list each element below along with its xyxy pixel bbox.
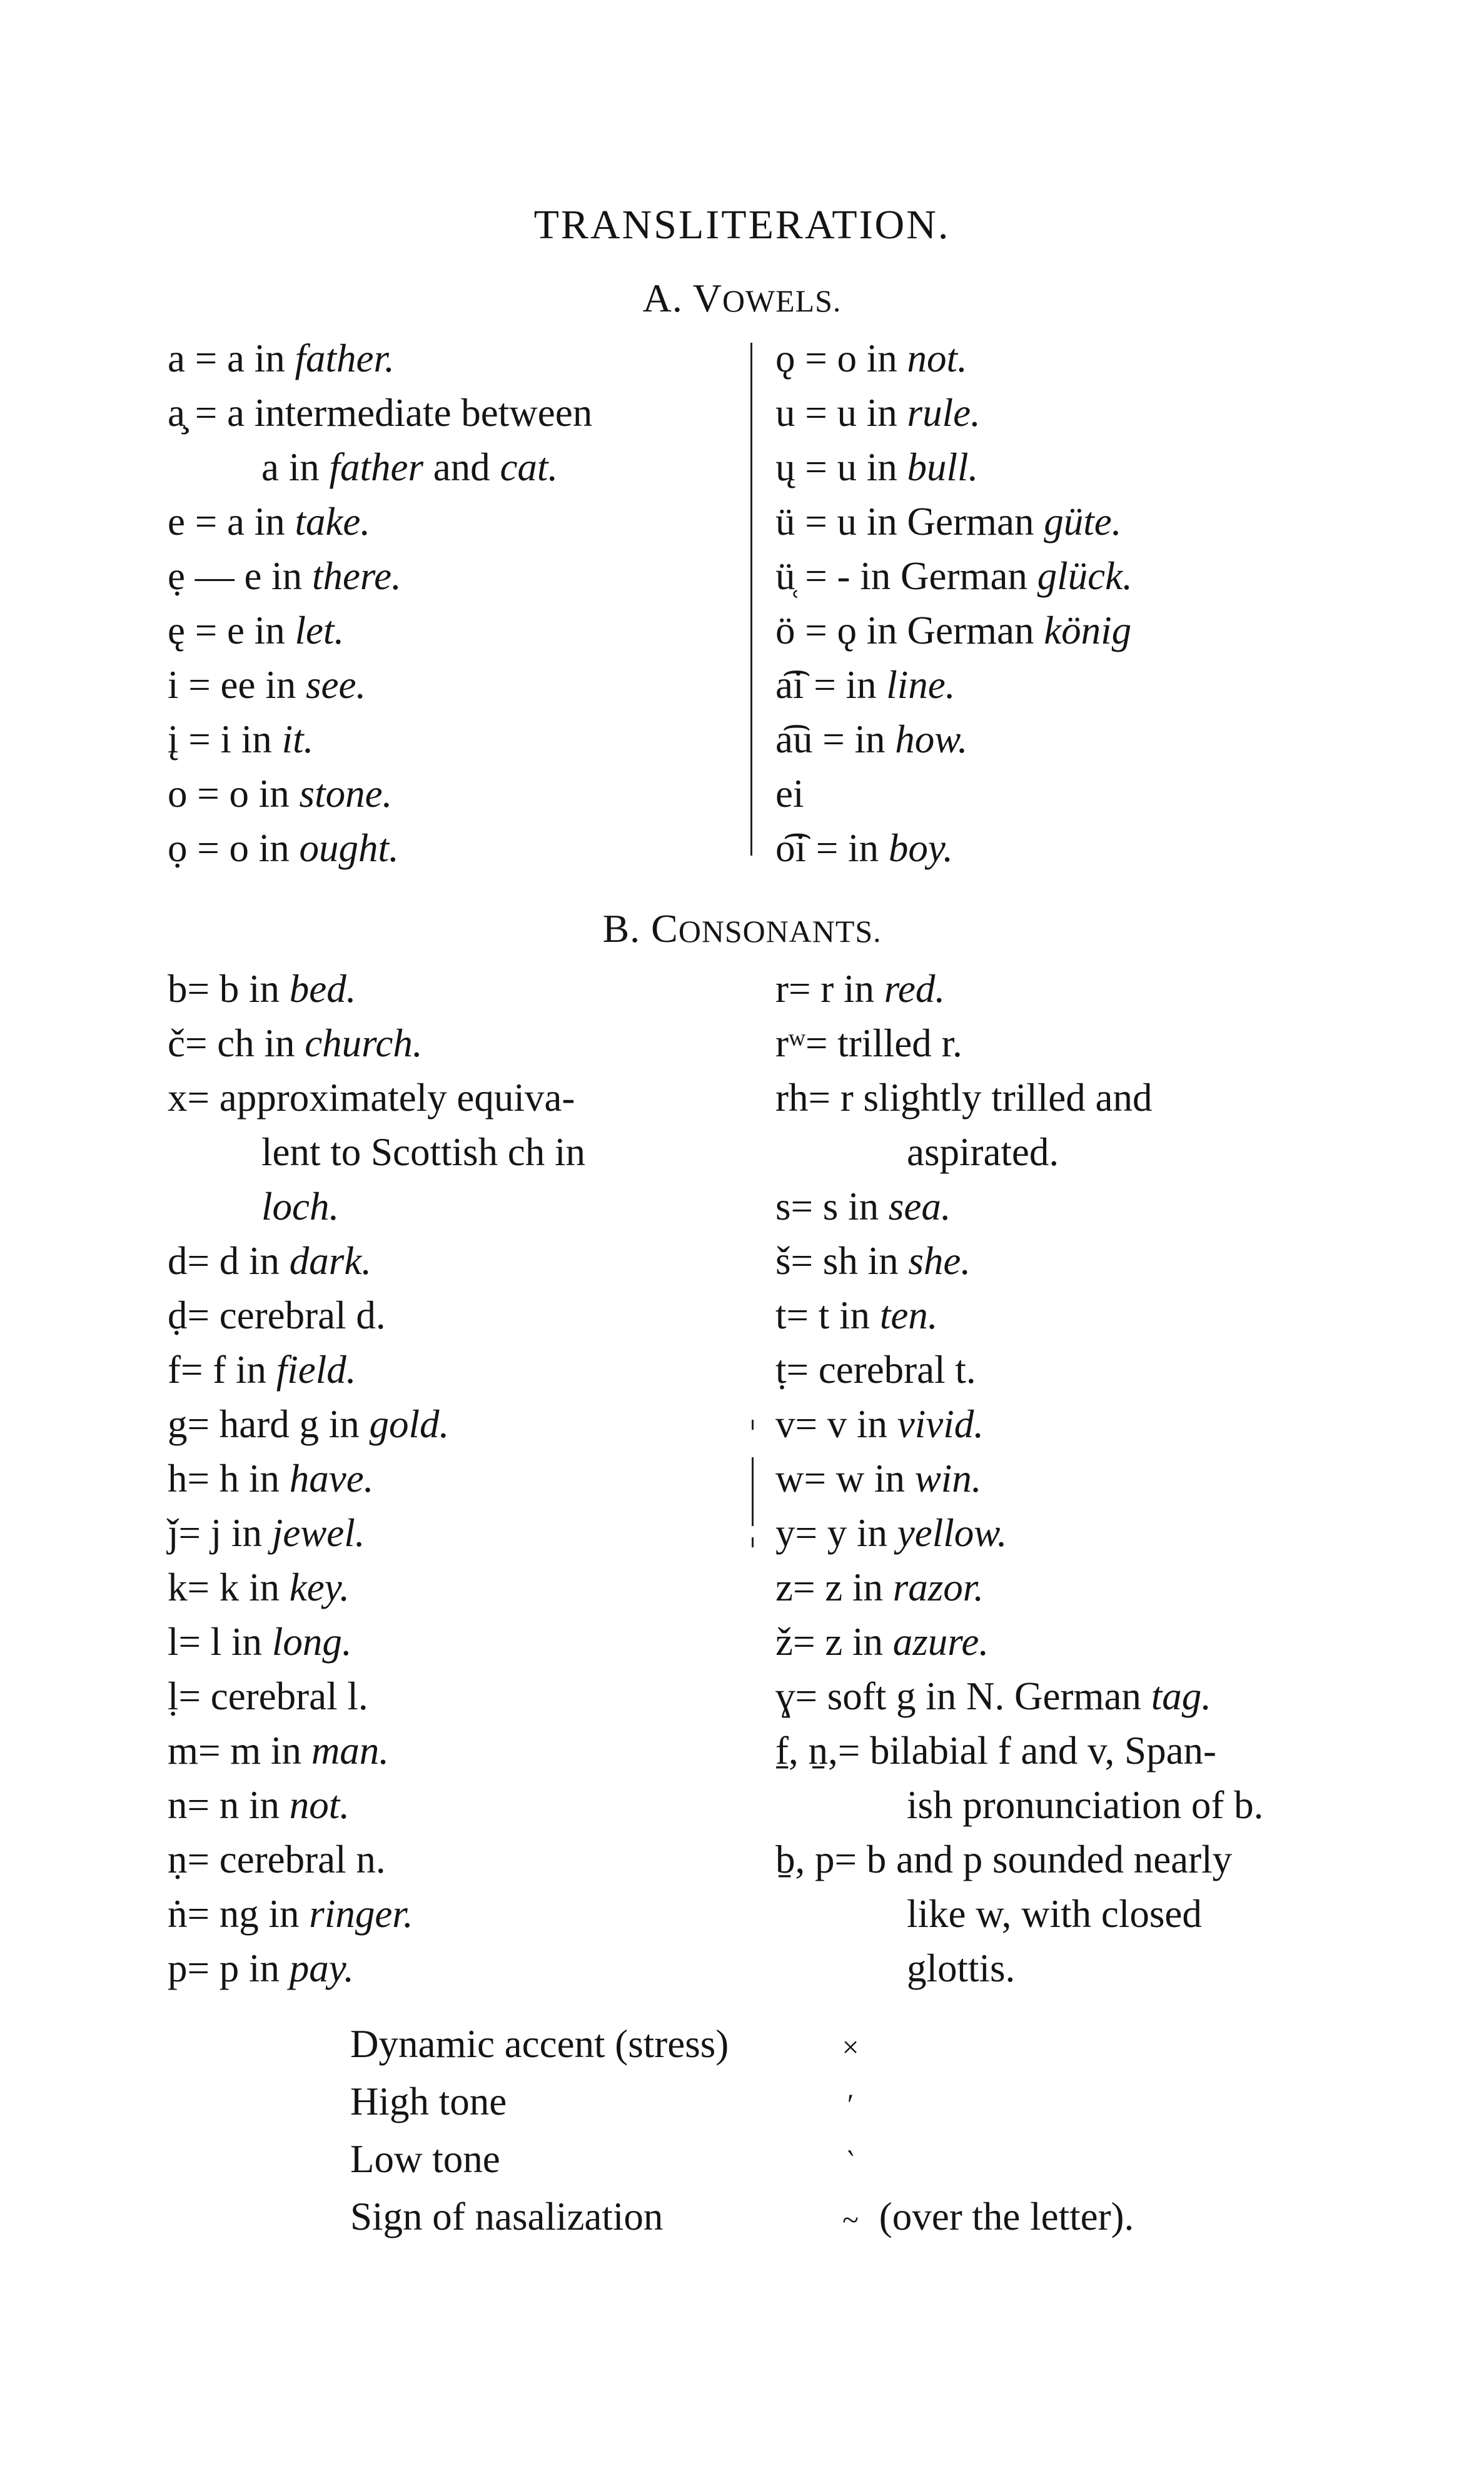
consonant-row-right: [775, 1125, 1338, 1180]
consonant-row-right: [775, 1560, 1338, 1615]
vowel-symbol: o: [168, 772, 188, 816]
consonant-symbol: s: [775, 1185, 791, 1228]
consonant-symbol: p: [168, 1946, 188, 1990]
consonant-row-right: [775, 1833, 1338, 1887]
consonant-description: = p in: [187, 1946, 290, 1990]
consonant-description: = cerebral l.: [178, 1674, 368, 1718]
vowel-symbol: ei: [775, 772, 804, 816]
equals-sign: =: [795, 445, 837, 489]
consonant-row-left: [168, 1016, 730, 1071]
vowel-symbol: ų: [775, 445, 795, 489]
vowel-row-left: [168, 549, 730, 604]
equals-sign: =: [804, 663, 846, 707]
consonant-row-right: [775, 1669, 1338, 1724]
vowel-description: ee in: [220, 663, 306, 707]
consonants-heading: [0, 906, 1484, 952]
consonant-symbol: č: [168, 1021, 185, 1065]
equals-sign: =: [184, 500, 227, 544]
vowel-row-left: [168, 386, 730, 440]
example-word: yellow.: [897, 1511, 1007, 1555]
example-word: boy.: [888, 826, 954, 870]
vowel-description: a in: [227, 500, 295, 544]
consonant-description: lent to Scottish ch in: [261, 1130, 585, 1174]
consonant-symbol: m: [168, 1729, 199, 1772]
consonant-row-right: [775, 1397, 1338, 1452]
consonant-symbol: w: [775, 1457, 804, 1500]
vowel-symbol: į: [168, 717, 179, 761]
vowel-symbol: a͡i: [775, 663, 804, 707]
consonant-symbol: ṭ: [775, 1348, 787, 1392]
consonant-row-right: [775, 1615, 1338, 1669]
consonant-row-left: [168, 1452, 730, 1506]
vowel-row-right: [775, 712, 1338, 767]
example-word: long.: [271, 1620, 352, 1664]
vowels-divider: [750, 343, 752, 856]
consonant-symbol: ḍ: [168, 1293, 188, 1337]
accent-row: [350, 2132, 1134, 2190]
vowel-row-right: [775, 549, 1338, 604]
vowel-row-right: [775, 767, 1338, 821]
example-word: father: [329, 445, 423, 489]
consonant-description: = h in: [187, 1457, 290, 1500]
consonant-description: aspirated.: [907, 1130, 1059, 1174]
consonants-heading-text: B. CONSONANTS.: [602, 906, 882, 951]
consonant-row-left: [168, 1887, 730, 1941]
consonant-symbol: k: [168, 1565, 188, 1609]
example-word: it.: [281, 717, 314, 761]
page-title: TRANSLITERATION.: [533, 202, 951, 248]
vowel-row-right: [775, 440, 1338, 495]
equals-sign: =: [184, 609, 227, 652]
vowel-description: a in: [227, 336, 295, 380]
vowels-right-column: [775, 331, 1338, 876]
vowel-row-left: [168, 604, 730, 658]
consonant-description: = ng in: [187, 1892, 310, 1936]
vowel-description: and: [423, 445, 500, 489]
divider-tick-top: [752, 1420, 754, 1430]
consonant-row-left: [168, 1669, 730, 1724]
consonant-row-right: [775, 1724, 1338, 1778]
consonant-row-left: [168, 1560, 730, 1615]
vowel-row-left: [168, 440, 730, 495]
consonant-description: = s in: [790, 1185, 889, 1228]
example-word: have.: [289, 1457, 374, 1500]
consonant-symbol: y: [775, 1511, 795, 1555]
vowel-symbol: ü̜: [775, 554, 795, 598]
consonant-row-right: [775, 1778, 1338, 1833]
consonant-row-right: [775, 1016, 1338, 1071]
consonant-row-right: [775, 1506, 1338, 1560]
vowel-description: u in: [837, 391, 907, 435]
example-word: tag.: [1151, 1674, 1211, 1718]
example-word: field.: [276, 1348, 356, 1392]
example-word: bed.: [289, 967, 356, 1011]
consonant-row-left: [168, 1234, 730, 1288]
vowel-row-left: [168, 712, 730, 767]
example-word: stone.: [299, 772, 393, 816]
accent-row: [350, 2190, 1134, 2247]
equals-sign: =: [812, 717, 855, 761]
vowel-description: ǫ in German: [837, 609, 1044, 652]
accent-label: Sign of nasalization: [350, 2195, 664, 2238]
vowel-description: u in: [837, 445, 907, 489]
example-word: not.: [289, 1783, 350, 1827]
vowel-description: u in German: [837, 500, 1044, 544]
equals-sign: =: [795, 336, 837, 380]
accent-label: Dynamic accent (stress): [350, 2022, 729, 2066]
accent-row: [350, 2017, 1134, 2075]
accent-label: Low tone: [350, 2137, 500, 2181]
equals-sign: =: [795, 554, 837, 598]
consonant-row-left: [168, 1071, 730, 1125]
vowel-description: e in: [244, 554, 312, 598]
accent-mark: ‵: [847, 2146, 854, 2179]
vowel-symbol: ö: [775, 609, 795, 652]
consonant-description: = n in: [187, 1783, 290, 1827]
vowel-description: o in: [229, 826, 300, 870]
consonant-row-left: [168, 1506, 730, 1560]
consonant-row-left: [168, 1180, 730, 1234]
consonant-row-left: [168, 1778, 730, 1833]
vowel-symbol: u: [775, 391, 795, 435]
accent-row: [350, 2075, 1134, 2132]
example-word: sea.: [888, 1185, 951, 1228]
accent-signs: [350, 2017, 1134, 2247]
example-word: ringer.: [309, 1892, 413, 1936]
example-word: razor.: [892, 1565, 984, 1609]
vowel-symbol: ẹ: [168, 554, 185, 598]
example-word: pay.: [289, 1946, 355, 1990]
consonant-row-left: [168, 1397, 730, 1452]
consonant-symbol: v: [775, 1402, 795, 1446]
consonant-description: = sh in: [790, 1239, 909, 1283]
consonant-symbol: x: [168, 1076, 188, 1120]
consonant-row-left: [168, 1615, 730, 1669]
equals-sign: —: [184, 554, 245, 598]
accent-mark: ~: [842, 2203, 859, 2237]
divider-tick-bottom: [752, 1537, 754, 1547]
vowel-symbol: o͡i: [775, 826, 807, 870]
consonant-description: = t in: [786, 1293, 880, 1337]
vowel-symbol: ọ: [168, 826, 188, 870]
consonant-description: = l in: [178, 1620, 272, 1664]
vowel-row-right: [775, 386, 1338, 440]
vowels-heading: [0, 275, 1484, 321]
vowel-description: o in: [837, 336, 907, 380]
vowel-symbol: a̧: [168, 391, 185, 435]
vowel-symbol: e: [168, 500, 185, 544]
consonant-description: = y in: [795, 1511, 897, 1555]
equals-sign: =: [187, 772, 230, 816]
consonant-symbol: g: [168, 1402, 188, 1446]
consonant-row-right: [775, 1941, 1338, 1996]
consonants-right-column: [775, 962, 1338, 1996]
example-word: man.: [311, 1729, 390, 1772]
vowel-row-right: [775, 604, 1338, 658]
accent-label: High tone: [350, 2080, 507, 2123]
vowel-description: in: [848, 826, 889, 870]
consonant-description: = approximately equiva-: [187, 1076, 575, 1120]
consonant-symbol: rh: [775, 1076, 809, 1120]
consonant-description: = d in: [187, 1239, 290, 1283]
example-word: ought.: [299, 826, 399, 870]
consonants-left-column: [168, 962, 730, 1996]
consonant-symbol: d: [168, 1239, 188, 1283]
consonant-row-right: [775, 1071, 1338, 1125]
consonant-description: = z in: [792, 1565, 893, 1609]
equals-sign: =: [806, 826, 849, 870]
vowel-row-left: [168, 658, 730, 712]
accent-note: (over the letter).: [869, 2195, 1134, 2238]
equals-sign: =: [795, 609, 837, 652]
equals-sign: =: [187, 826, 230, 870]
vowel-description: i in: [220, 717, 282, 761]
consonant-symbol: ḇ, p: [775, 1838, 835, 1881]
consonant-row-left: [168, 1941, 730, 1996]
example-word: cat.: [500, 445, 558, 489]
consonant-row-left: [168, 1288, 730, 1343]
consonant-symbol: n: [168, 1783, 188, 1827]
consonant-description: = m in: [198, 1729, 311, 1772]
example-word: key.: [289, 1565, 350, 1609]
example-word: church.: [305, 1021, 423, 1065]
consonant-symbol: b: [168, 967, 188, 1011]
vowel-row-left: [168, 767, 730, 821]
vowel-row-right: [775, 495, 1338, 549]
consonant-row-left: [168, 1125, 730, 1180]
consonant-symbol: ž: [775, 1620, 793, 1664]
consonant-symbol: ṇ: [168, 1838, 188, 1881]
vowel-description: a intermediate between: [227, 391, 593, 435]
consonant-row-left: [168, 1724, 730, 1778]
consonant-symbol: š: [775, 1239, 791, 1283]
consonant-row-left: [168, 1343, 730, 1397]
example-word: ten.: [879, 1293, 938, 1337]
vowel-symbol: a: [168, 336, 185, 380]
consonant-row-left: [168, 962, 730, 1016]
consonant-symbol: t: [775, 1293, 787, 1337]
accent-mark: ′: [847, 2088, 854, 2121]
vowel-description: o in: [229, 772, 300, 816]
consonant-row-right: [775, 1288, 1338, 1343]
vowel-symbol: ü: [775, 500, 795, 544]
example-word: there.: [311, 554, 401, 598]
consonant-row-right: [775, 1234, 1338, 1288]
example-word: take.: [295, 500, 371, 544]
example-word: let.: [295, 609, 345, 652]
consonant-description: = cerebral t.: [786, 1348, 976, 1392]
vowel-row-right: [775, 658, 1338, 712]
divider-tick-mid: [752, 1457, 754, 1526]
example-word: win.: [914, 1457, 982, 1500]
vowel-row-right: [775, 331, 1338, 386]
consonant-row-right: [775, 1452, 1338, 1506]
consonant-symbol: ǰ: [168, 1511, 179, 1555]
equals-sign: =: [178, 663, 221, 707]
example-word: not.: [907, 336, 967, 380]
consonant-description: = soft g in N. German: [795, 1674, 1151, 1718]
consonant-description: glottis.: [907, 1946, 1016, 1990]
example-word: rule.: [907, 391, 981, 435]
consonant-description: = w in: [804, 1457, 915, 1500]
vowel-description: a in: [261, 445, 330, 489]
consonant-row-right: [775, 1180, 1338, 1234]
vowel-description: - in German: [837, 554, 1037, 598]
example-word: red.: [884, 967, 946, 1011]
vowel-symbol: a͡u: [775, 717, 813, 761]
consonant-row-left: [168, 1833, 730, 1887]
example-word: azure.: [892, 1620, 989, 1664]
consonant-description: = z in: [792, 1620, 893, 1664]
equals-sign: =: [178, 717, 221, 761]
consonant-description: = f in: [180, 1348, 276, 1392]
example-word: bull.: [907, 445, 979, 489]
vowel-symbol: ǫ: [775, 336, 795, 380]
consonant-description: ish pronunciation of b.: [907, 1783, 1264, 1827]
example-word: see.: [305, 663, 366, 707]
consonant-symbol: ṅ: [168, 1892, 188, 1936]
consonant-description: = k in: [187, 1565, 290, 1609]
vowel-row-right: [775, 821, 1338, 876]
consonant-description: = j in: [178, 1511, 272, 1555]
consonant-description: = cerebral n.: [187, 1838, 386, 1881]
consonant-description: like w, with closed: [907, 1892, 1202, 1936]
vowel-row-left: [168, 331, 730, 386]
equals-sign: =: [795, 391, 837, 435]
consonant-description: = b and p sounded nearly: [834, 1838, 1233, 1881]
consonant-symbol: f: [168, 1348, 181, 1392]
consonant-row-right: [775, 1343, 1338, 1397]
example-word: könig: [1044, 609, 1132, 652]
equals-sign: =: [184, 336, 227, 380]
accent-mark: ×: [842, 2031, 859, 2064]
equals-sign: =: [184, 391, 227, 435]
consonant-symbol: r: [775, 967, 789, 1011]
vowel-symbol: ę: [168, 609, 185, 652]
vowels-left-column: [168, 331, 730, 876]
consonant-row-right: [775, 962, 1338, 1016]
consonant-symbol: z: [775, 1565, 793, 1609]
consonant-symbol: f̱, ṉ,: [775, 1729, 838, 1772]
example-word: father.: [295, 336, 395, 380]
vowel-description: in: [854, 717, 896, 761]
example-word: line.: [886, 663, 956, 707]
example-word: loch.: [261, 1185, 340, 1228]
consonant-row-right: [775, 1887, 1338, 1941]
example-word: vivid.: [897, 1402, 984, 1446]
example-word: jewel.: [271, 1511, 365, 1555]
consonant-description: = ch in: [184, 1021, 305, 1065]
consonant-description: = r in: [788, 967, 884, 1011]
consonant-symbol: ɣ: [775, 1674, 795, 1718]
consonant-symbol: rʷ: [775, 1021, 805, 1065]
vowel-row-left: [168, 821, 730, 876]
vowel-description: e in: [227, 609, 295, 652]
vowel-description: in: [845, 663, 887, 707]
consonant-symbol: l: [168, 1620, 179, 1664]
equals-sign: =: [795, 500, 837, 544]
vowel-row-left: [168, 495, 730, 549]
consonant-description: = v in: [795, 1402, 897, 1446]
consonant-symbol: ḷ: [168, 1674, 179, 1718]
example-word: she.: [908, 1239, 971, 1283]
example-word: glück.: [1037, 554, 1133, 598]
vowels-heading-text: A. VOWELS.: [642, 276, 842, 320]
consonant-description: = bilabial f and v, Span-: [837, 1729, 1217, 1772]
vowel-symbol: i: [168, 663, 179, 707]
example-word: gold.: [369, 1402, 450, 1446]
example-word: how.: [895, 717, 968, 761]
consonant-description: = trilled r.: [805, 1021, 962, 1065]
consonant-description: = hard g in: [187, 1402, 370, 1446]
consonant-symbol: h: [168, 1457, 188, 1500]
consonant-description: = b in: [187, 967, 290, 1011]
example-word: dark.: [289, 1239, 372, 1283]
consonant-description: = r slightly trilled and: [808, 1076, 1153, 1120]
consonant-description: = cerebral d.: [187, 1293, 386, 1337]
example-word: güte.: [1044, 500, 1122, 544]
